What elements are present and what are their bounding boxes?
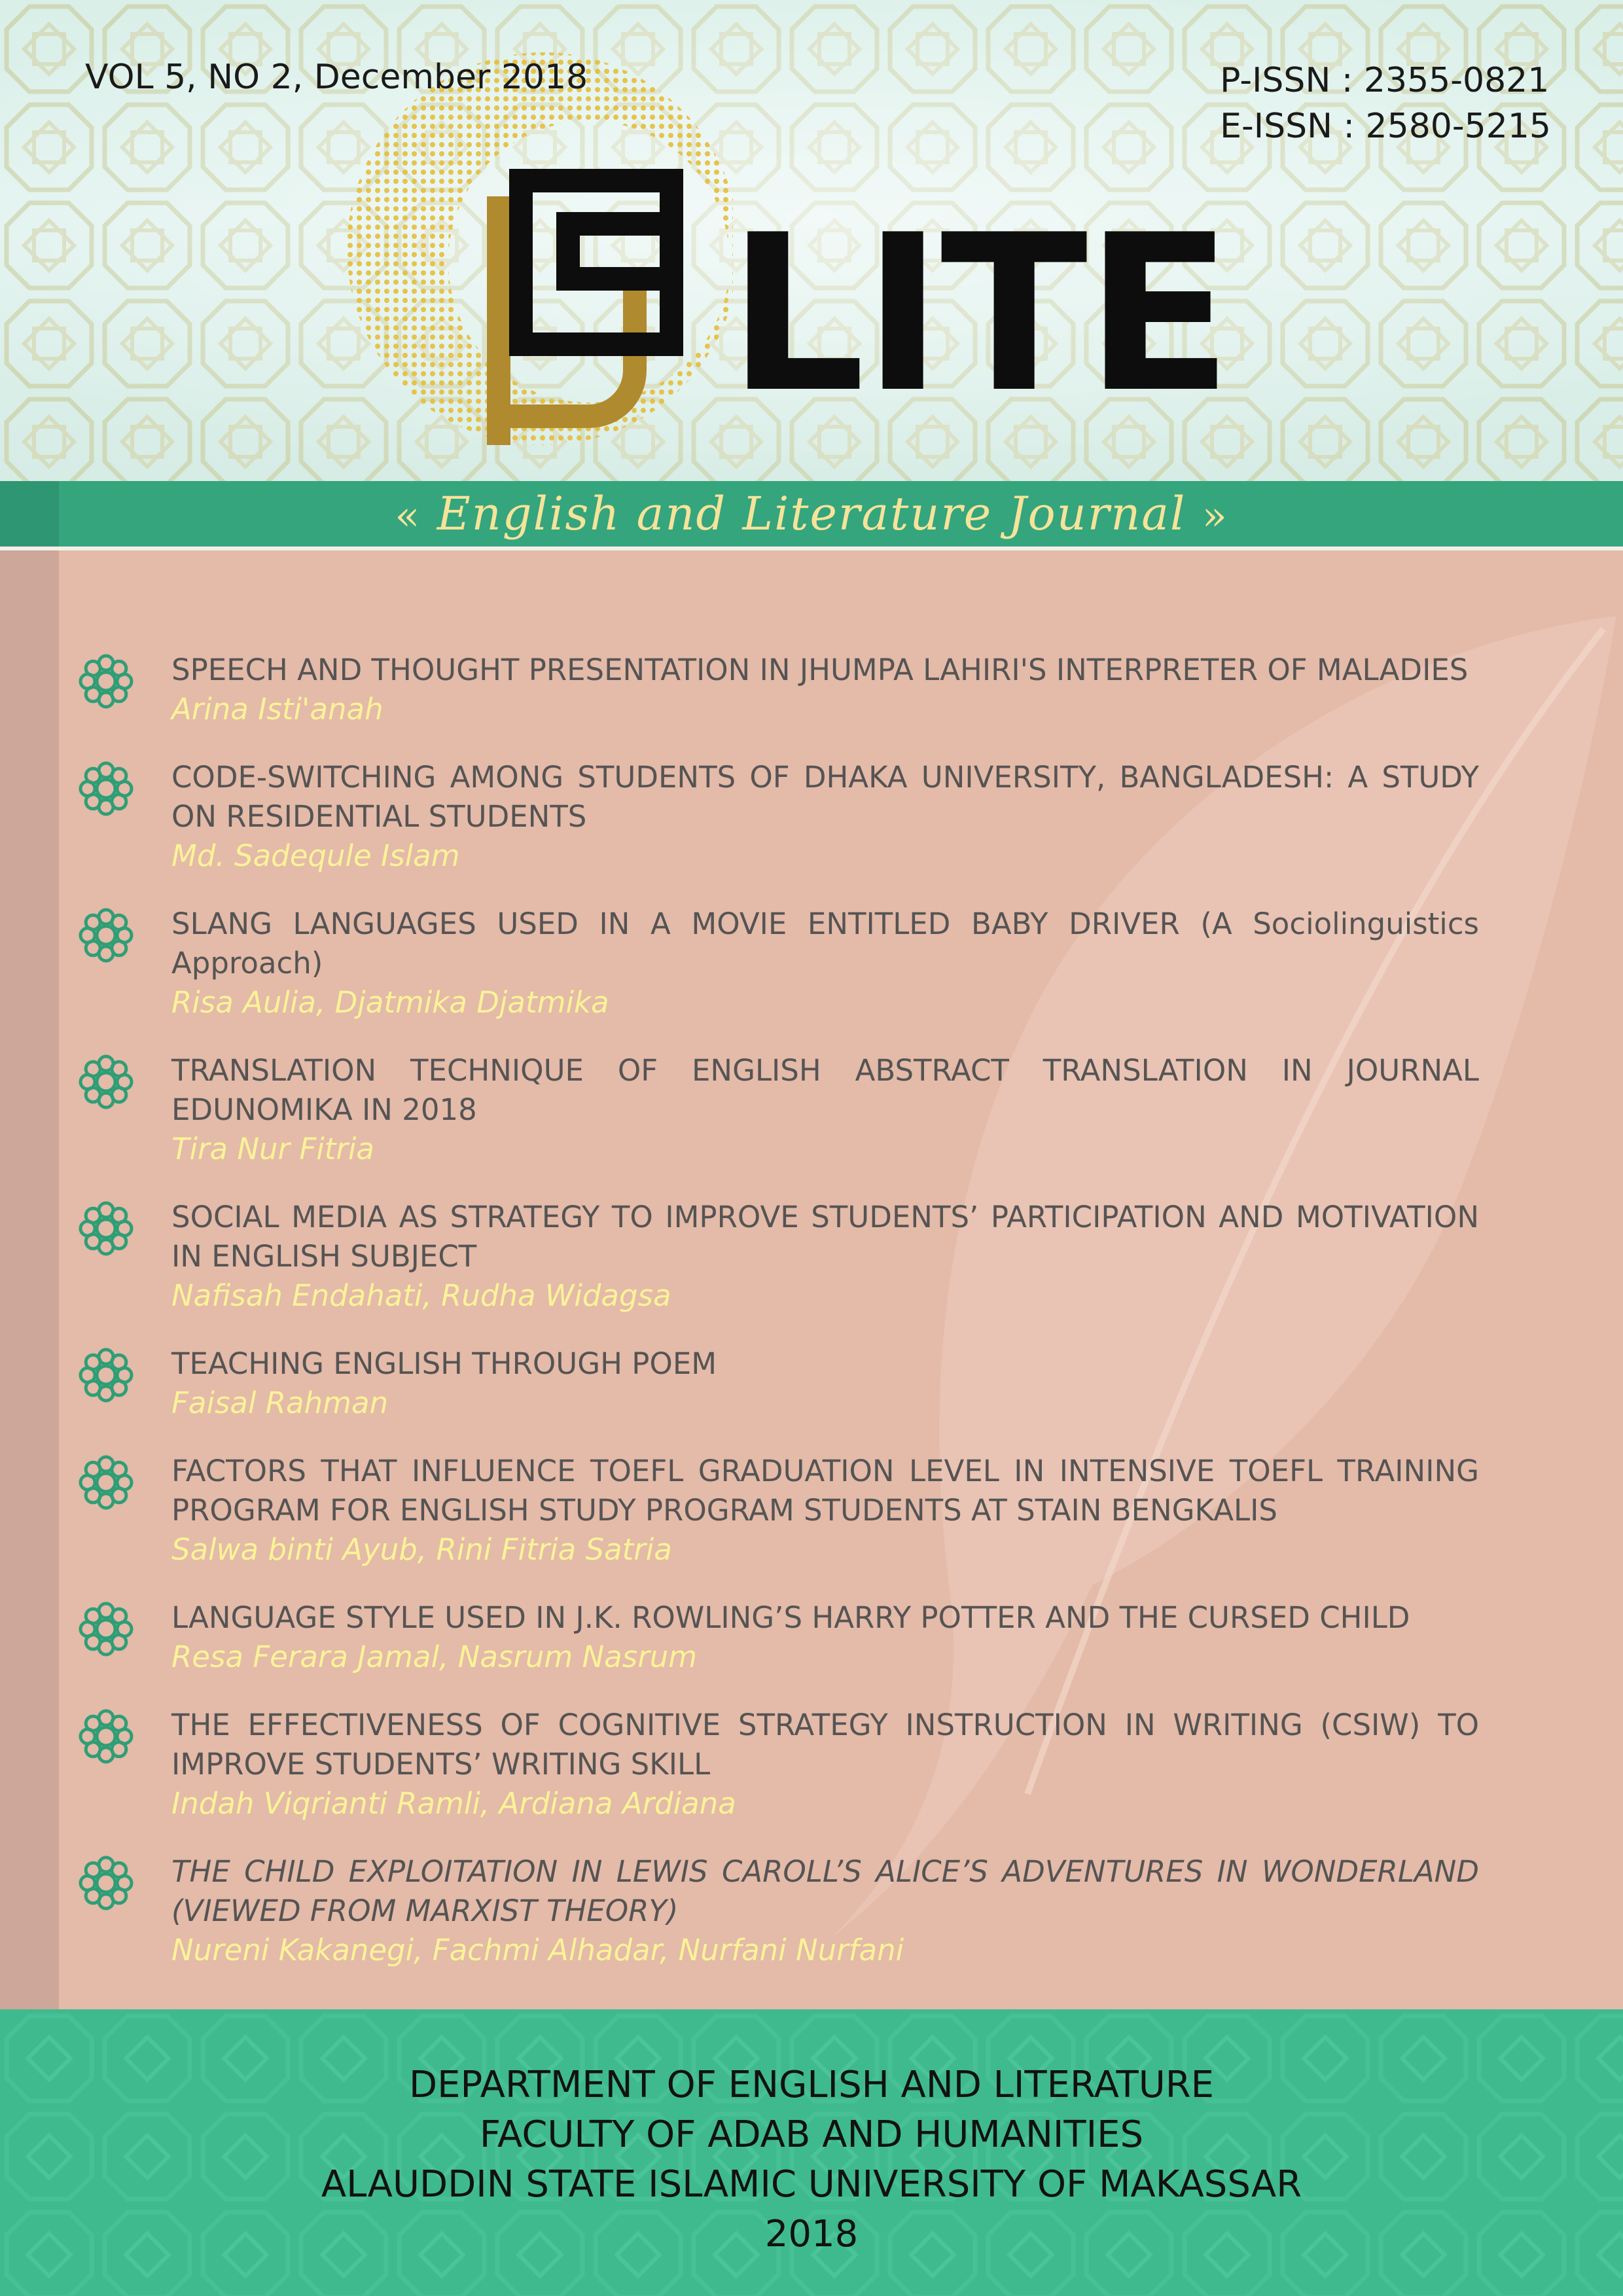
toc-entry-text [171,758,1479,876]
article-authors: Nureni Kakanegi, Fachmi Alhadar, Nurfani Nurfani [171,1933,904,1967]
article-title: SLANG LANGUAGES USED IN A MOVIE ENTITLED BABY DRIVER (A Sociolinguistics Approach) [171,906,1479,980]
article-authors: Indah Viqrianti Ramli, Ardiana Ardiana [171,1786,736,1821]
article-title: SPEECH AND THOUGHT PRESENTATION IN JHUMPA LAHIRI'S INTERPRETER OF MALADIES [171,653,1469,687]
publication-year: 2018 [764,2213,859,2255]
ornament-bullet-icon [75,1852,137,1914]
ornament-bullet-icon [75,1198,137,1259]
toc-entry [0,1706,1623,1823]
right-ornament: » [1202,492,1228,539]
table-of-contents-panel [0,550,1623,2009]
toc-entry-text [171,651,1479,729]
toc-entry-text [171,1198,1479,1316]
ornament-bullet-icon [75,651,137,712]
toc-entry [0,1452,1623,1570]
journal-logo-text: LITE [728,188,1230,440]
left-ornament: « [395,492,421,539]
publisher-block [0,2060,1623,2259]
article-title: THE CHILD EXPLOITATION IN LEWIS CAROLL’S ALICE’S ADVENTURES IN WONDERLAND (VIEWED FROM MARXIST THEORY) [171,1854,1479,1928]
ornament-bullet-icon [75,1598,137,1660]
toc-entry-text [171,1452,1479,1570]
toc-entry [0,758,1623,876]
ornament-bullet-icon [75,1344,137,1406]
toc-entry-text [171,1051,1479,1169]
ornament-bullet-icon [75,1452,137,1513]
subtitle-text: English and Literature Journal [437,487,1186,541]
article-authors: Risa Aulia, Djatmika Djatmika [171,985,609,1020]
volume-issue: VOL 5, NO 2, December 2018 [85,58,588,97]
toc-entry [0,1344,1623,1423]
journal-subtitle [0,481,1623,547]
article-authors: Salwa binti Ayub, Rini Fitria Satria [171,1532,672,1567]
ornament-bullet-icon [75,1051,137,1113]
cover-header [0,0,1623,481]
toc-entry [0,1852,1623,1970]
ornament-bullet-icon [75,905,137,966]
article-title: SOCIAL MEDIA AS STRATEGY TO IMPROVE STUDENTS’ PARTICIPATION AND MOTIVATION IN ENGLISH SUBJECT [171,1200,1479,1274]
article-authors: Tira Nur Fitria [171,1132,374,1166]
article-title: CODE-SWITCHING AMONG STUDENTS OF DHAKA UNIVERSITY, BANGLADESH: A STUDY ON RESIDENTIAL STUDENTS [171,760,1479,834]
article-title: TRANSLATION TECHNIQUE OF ENGLISH ABSTRACT TRANSLATION IN JOURNAL EDUNOMIKA IN 2018 [171,1053,1479,1127]
article-title: TEACHING ENGLISH THROUGH POEM [171,1346,717,1381]
article-title: THE EFFECTIVENESS OF COGNITIVE STRATEGY INSTRUCTION IN WRITING (CSIW) TO IMPROVE STUDENTS’ WRITING SKILL [171,1708,1479,1782]
issn-block [1220,58,1551,149]
article-title: LANGUAGE STYLE USED IN J.K. ROWLING’S HARRY POTTER AND THE CURSED CHILD [171,1600,1410,1635]
article-authors: Resa Ferara Jamal, Nasrum Nasrum [171,1640,698,1674]
article-authors: Arina Isti'anah [171,692,383,726]
journal-logo-e-mark [483,169,719,445]
cover-footer [0,2009,1623,2296]
article-authors: Nafisah Endahati, Rudha Widagsa [171,1278,671,1313]
ornament-bullet-icon [75,758,137,819]
toc-entry-text [171,1344,1479,1423]
department-line: DEPARTMENT OF ENGLISH AND LITERATURE [408,2064,1215,2106]
article-title: FACTORS THAT INFLUENCE TOEFL GRADUATION LEVEL IN INTENSIVE TOEFL TRAINING PROGRAM FOR ENGLISH STUDY PROGRAM STUDENTS AT STAIN BENGKALIS [171,1454,1479,1528]
toc-entry-text [171,905,1479,1022]
toc-entry [0,905,1623,1022]
university-line: ALAUDDIN STATE ISLAMIC UNIVERSITY OF MAKASSAR [321,2163,1302,2206]
toc-entry-text [171,1598,1479,1677]
toc-entry-text [171,1852,1479,1970]
toc-entry [0,1051,1623,1169]
e-issn: E-ISSN : 2580-5215 [1220,107,1551,146]
toc-entry [0,1198,1623,1316]
p-issn: P-ISSN : 2355-0821 [1220,61,1550,100]
article-authors: Md. Sadequle Islam [171,838,460,873]
toc-entry [0,651,1623,729]
article-list [0,651,1623,1999]
ornament-bullet-icon [75,1706,137,1767]
toc-entry-text [171,1706,1479,1823]
article-authors: Faisal Rahman [171,1386,389,1420]
faculty-line: FACULTY OF ADAB AND HUMANITIES [479,2113,1144,2156]
toc-entry [0,1598,1623,1677]
